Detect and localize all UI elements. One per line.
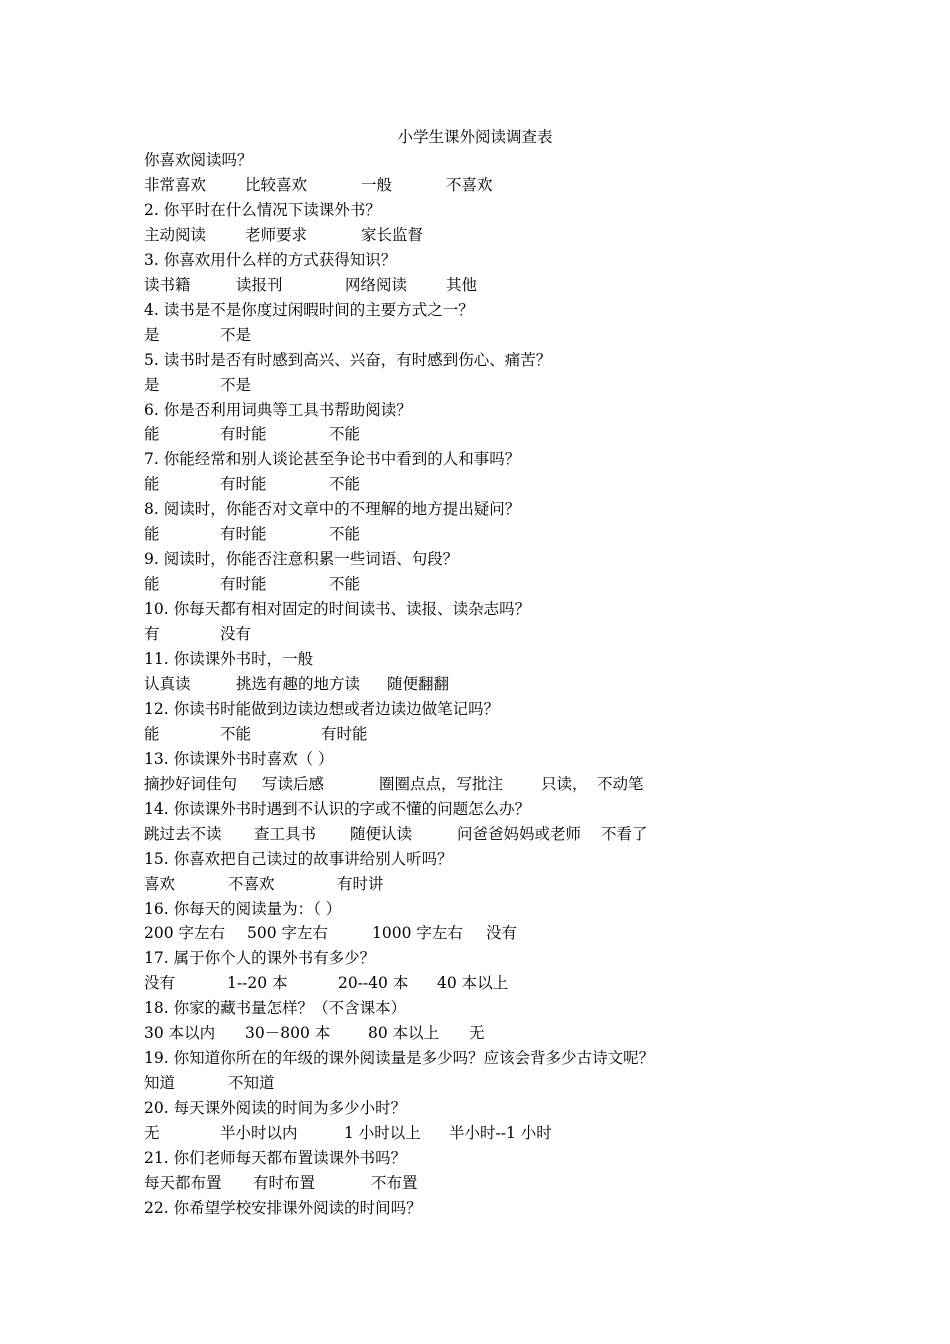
- answer-option[interactable]: 40 本以上: [437, 974, 509, 993]
- answer-option[interactable]: 半小时--1 小时: [449, 1124, 552, 1142]
- answer-option[interactable]: 不是: [220, 325, 252, 344]
- question-text: 8. 阅读时，你能否对文章中的不理解的地方提出疑问？: [144, 500, 521, 519]
- answer-option[interactable]: 不看了: [601, 824, 648, 843]
- question-text: 19. 你知道你所在的年级的课外阅读量是多少吗？应该会背多少古诗文呢？: [144, 1049, 655, 1068]
- answer-option[interactable]: 能: [144, 475, 160, 494]
- question-text: 11. 你读课外书时，一般: [144, 650, 314, 668]
- answer-option[interactable]: 半小时以内: [220, 1124, 298, 1142]
- answer-option[interactable]: 不能: [329, 525, 361, 544]
- answer-option[interactable]: 没有: [144, 974, 176, 993]
- answer-option[interactable]: 认真读: [144, 674, 191, 693]
- answer-option[interactable]: 不喜欢: [446, 175, 493, 194]
- answer-option[interactable]: 有: [144, 625, 160, 643]
- answer-option[interactable]: 跳过去不读: [144, 824, 222, 843]
- answer-option[interactable]: 1000 字左右: [372, 924, 463, 943]
- question-text: 10. 你每天都有相对固定的时间读书、读报、读杂志吗？: [144, 600, 531, 619]
- answer-option[interactable]: 没有: [220, 625, 252, 643]
- answer-option[interactable]: 随便翻翻: [387, 674, 450, 693]
- answer-option[interactable]: 有时能: [220, 425, 267, 444]
- question-text: 14. 你读课外书时遇到不认识的字或不懂的问题怎么办？: [144, 799, 531, 818]
- question-text: 13. 你读课外书时喜欢（ ）: [144, 749, 334, 768]
- answer-option[interactable]: 1 小时以上: [344, 1124, 421, 1142]
- answer-option[interactable]: 能: [144, 425, 160, 444]
- answer-option[interactable]: 有时能: [220, 525, 267, 544]
- answer-option[interactable]: 不能: [329, 475, 361, 494]
- answer-option[interactable]: 30 本以内: [144, 1024, 216, 1043]
- answer-option[interactable]: 查工具书: [254, 824, 317, 843]
- answer-option[interactable]: 读报刊: [236, 275, 283, 294]
- answer-option[interactable]: 其他: [446, 275, 478, 294]
- question-text: 9. 阅读时，你能否注意积累一些词语、句段？: [144, 550, 459, 569]
- answer-option[interactable]: 不能: [220, 724, 252, 743]
- answer-option[interactable]: 有时能: [220, 575, 267, 594]
- answer-option[interactable]: 家长监督: [361, 225, 424, 244]
- answer-option[interactable]: 比较喜欢: [245, 175, 308, 194]
- question-text: 22. 你希望学校安排课外阅读的时间吗？: [144, 1198, 422, 1217]
- answer-option[interactable]: 是: [144, 325, 160, 344]
- answer-option[interactable]: 挑选有趣的地方读: [236, 674, 361, 693]
- answer-option[interactable]: 圈圈点点，写批注: [379, 774, 504, 793]
- answer-option[interactable]: 喜欢: [144, 874, 176, 893]
- answer-option[interactable]: 网络阅读: [345, 275, 408, 294]
- answer-option[interactable]: 知道: [144, 1074, 176, 1093]
- question-text: 7. 你能经常和别人谈论甚至争论书中看到的人和事吗？: [144, 450, 521, 469]
- page-title: 小学生课外阅读调查表: [397, 128, 553, 146]
- answer-option[interactable]: 不知道: [228, 1074, 275, 1093]
- answer-option[interactable]: 不能: [329, 575, 361, 594]
- question-text: 3. 你喜欢用什么样的方式获得知识？: [144, 250, 397, 269]
- question-text: 2. 你平时在什么情况下读课外书？: [144, 200, 381, 219]
- answer-option[interactable]: 一般: [361, 175, 393, 194]
- answer-option[interactable]: 30－800 本: [245, 1024, 331, 1043]
- answer-option[interactable]: 主动阅读: [144, 225, 207, 244]
- question-text: 21. 你们老师每天都布置读课外书吗？: [144, 1149, 407, 1167]
- answer-option[interactable]: 500 字左右: [247, 924, 329, 943]
- question-text: 18. 你家的藏书量怎样？（不含课本）: [144, 999, 407, 1018]
- answer-option[interactable]: 有时能: [321, 724, 368, 743]
- question-text: 17. 属于你个人的课外书有多少？: [144, 949, 376, 968]
- answer-option[interactable]: 20--40 本: [338, 974, 409, 993]
- answer-option[interactable]: 能: [144, 575, 160, 594]
- answer-option[interactable]: 不布置: [371, 1173, 418, 1192]
- answer-option[interactable]: 有时布置: [253, 1173, 316, 1192]
- question-text: 12. 你读书时能做到边读边想或者边读边做笔记吗？: [144, 699, 500, 718]
- answer-option[interactable]: 80 本以上: [368, 1024, 440, 1043]
- answer-option[interactable]: 老师要求: [245, 225, 308, 244]
- answer-option[interactable]: 不喜欢: [228, 874, 275, 893]
- answer-option[interactable]: 摘抄好词佳句: [144, 774, 238, 793]
- question-text: 6. 你是否利用词典等工具书帮助阅读？: [144, 400, 412, 419]
- answer-option[interactable]: 有时能: [220, 475, 267, 494]
- question-text: 16. 你每天的阅读量为：（ ）: [144, 899, 342, 918]
- answer-option[interactable]: 无: [144, 1124, 160, 1142]
- question-text: 4. 读书是不是你度过闲暇时间的主要方式之一？: [144, 300, 474, 319]
- answer-option[interactable]: 问爸爸妈妈或老师: [457, 824, 582, 843]
- answer-option[interactable]: 非常喜欢: [144, 175, 207, 194]
- question-text: 5. 读书时是否有时感到高兴、兴奋，有时感到伤心、痛苦？: [144, 350, 552, 369]
- question-text: 20. 每天课外阅读的时间为多少小时？: [144, 1099, 407, 1118]
- answer-option[interactable]: 读书籍: [144, 275, 191, 294]
- answer-option[interactable]: 随便认读: [350, 824, 413, 843]
- answer-option[interactable]: 没有: [486, 924, 518, 943]
- answer-option[interactable]: 只读，: [541, 774, 588, 793]
- answer-option[interactable]: 1--20 本: [227, 974, 288, 993]
- question-text: 你喜欢阅读吗？: [144, 151, 253, 169]
- answer-option[interactable]: 无: [469, 1024, 485, 1043]
- answer-option[interactable]: 写读后感: [262, 774, 325, 793]
- answer-option[interactable]: 不是: [220, 375, 252, 394]
- answer-option[interactable]: 能: [144, 525, 160, 544]
- answer-option[interactable]: 不动笔: [597, 774, 644, 793]
- answer-option[interactable]: 不能: [329, 425, 361, 444]
- answer-option[interactable]: 有时讲: [337, 874, 384, 893]
- question-text: 15. 你喜欢把自己读过的故事讲给别人听吗？: [144, 849, 453, 868]
- answer-option[interactable]: 是: [144, 375, 160, 394]
- answer-option[interactable]: 每天都布置: [144, 1173, 222, 1192]
- answer-option[interactable]: 200 字左右: [144, 924, 226, 943]
- answer-option[interactable]: 能: [144, 724, 160, 743]
